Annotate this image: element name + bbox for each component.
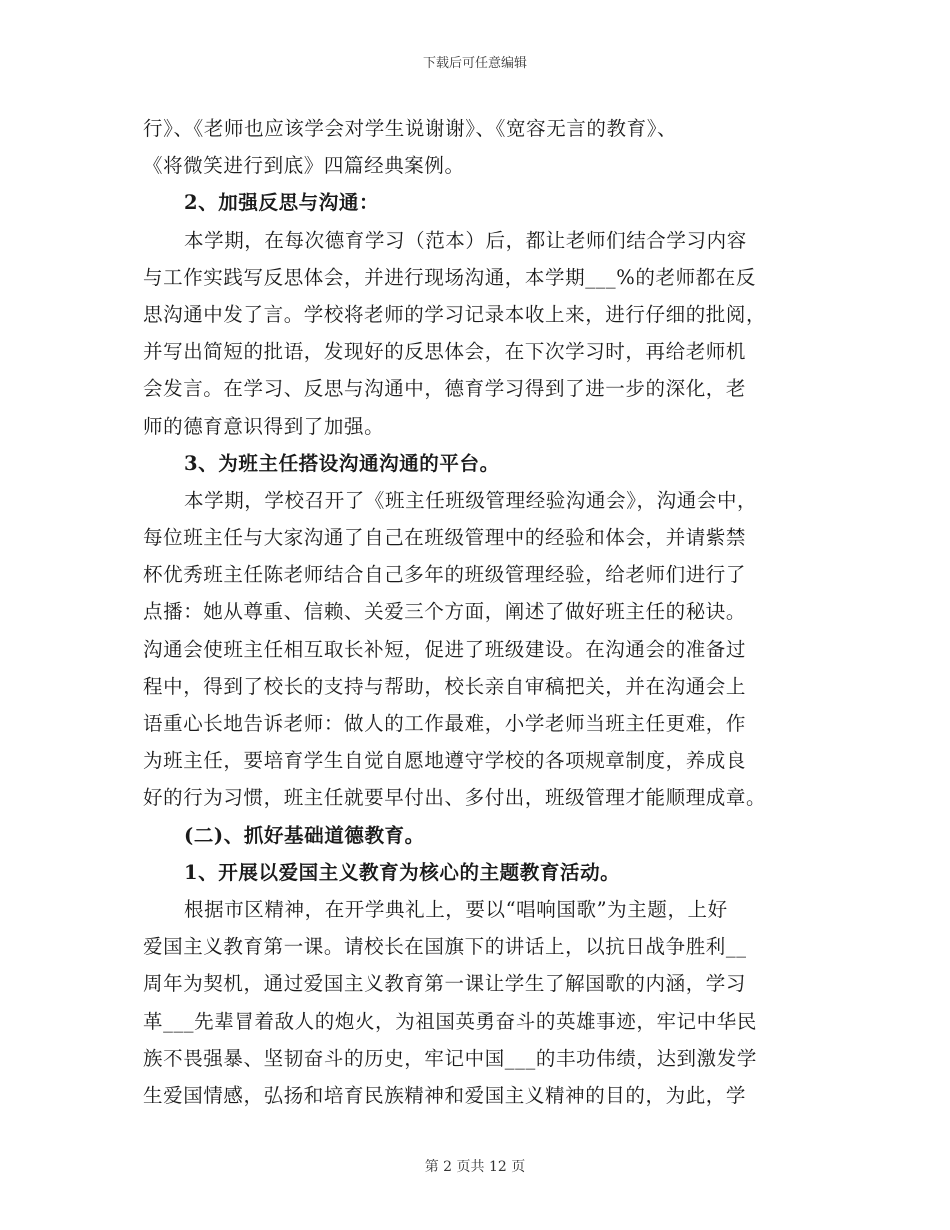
- section-heading: 1、开展以爱国主义教育为核心的主题教育活动。: [184, 860, 621, 884]
- document-body: [143, 110, 808, 1114]
- body-text-line: 语重心长地告诉老师：做人的工作最难，小学老师当班主任更难，作: [143, 712, 747, 735]
- page-footer: 第 2 页共 12 页: [424, 1159, 526, 1175]
- section-heading: 2、加强反思与沟通：: [184, 191, 380, 215]
- body-text-line: 并写出简短的批语，发现好的反思体会，在下次学习时，再给老师机: [143, 340, 747, 364]
- body-text-line: 会发言。在学习、反思与沟通中，德育学习得到了进一步的深化，老: [143, 377, 747, 401]
- body-text-line: 沟通会使班主任相互取长补短，促进了班级建设。在沟通会的准备过: [143, 637, 747, 661]
- body-text-line: 每位班主任与大家沟通了自己在班级管理中的经验和体会，并请紫禁: [143, 526, 747, 550]
- body-text-line: 与工作实践写反思体会，并进行现场沟通，本学期___%的老师都在反: [143, 265, 756, 289]
- body-text-line: 为班主任，要培育学生自觉自愿地遵守学校的各项规章制度，养成良: [143, 749, 747, 773]
- body-text-line: 本学期，在每次德育学习（范本）后，都让老师们结合学习内容: [184, 228, 747, 252]
- body-text-line: 根据市区精神，在开学典礼上，要以“唱响国歌”为主题，上好: [184, 897, 728, 921]
- page-header: 下载后可任意编辑: [422, 56, 527, 71]
- body-text-line: 革___先辈冒着敌人的炮火，为祖国英勇奋斗的英雄事迹，牢记中华民: [143, 1009, 757, 1033]
- section-heading: 3、为班主任搭设沟通沟通的平台。: [184, 451, 500, 475]
- section-heading: (二)、抓好基础道德教育。: [184, 823, 425, 847]
- body-text-line: 师的德育意识得到了加强。: [143, 414, 385, 438]
- body-text-line: 族不畏强暴、坚韧奋斗的历史，牢记中国___的丰功伟绩，达到激发学: [143, 1046, 757, 1070]
- body-text-line: 点播：她从尊重、信赖、关爱三个方面，阐述了做好班主任的秘诀。: [143, 600, 747, 624]
- body-text-line: 周年为契机，通过爱国主义教育第一课让学生了解国歌的内涵，学习: [143, 972, 747, 996]
- body-text-line: 程中，得到了校长的支持与帮助，校长亲自审稿把关，并在沟通会上: [143, 674, 747, 698]
- body-text-line: 《将微笑进行到底》四篇经典案例。: [143, 154, 465, 178]
- body-text-line: 思沟通中发了言。学校将老师的学习记录本收上来，进行仔细的批阅，: [143, 302, 767, 326]
- body-text-line: 爱国主义教育第一课。请校长在国旗下的讲话上，以抗日战争胜利__: [143, 935, 747, 959]
- body-text-line: 行》、《老师也应该学会对学生说谢谢》、《宽容无言的教育》、: [143, 117, 678, 140]
- body-text-line: 生爱国情感，弘扬和培育民族精神和爱国主义精神的目的，为此，学: [143, 1083, 747, 1107]
- body-text-line: 好的行为习惯，班主任就要早付出、多付出，班级管理才能顺理成章。: [143, 786, 767, 810]
- body-text-line: 本学期，学校召开了《班主任班级管理经验沟通会》，沟通会中，: [184, 488, 758, 512]
- body-text-line: 杯优秀班主任陈老师结合自己多年的班级管理经验，给老师们进行了: [143, 563, 747, 587]
